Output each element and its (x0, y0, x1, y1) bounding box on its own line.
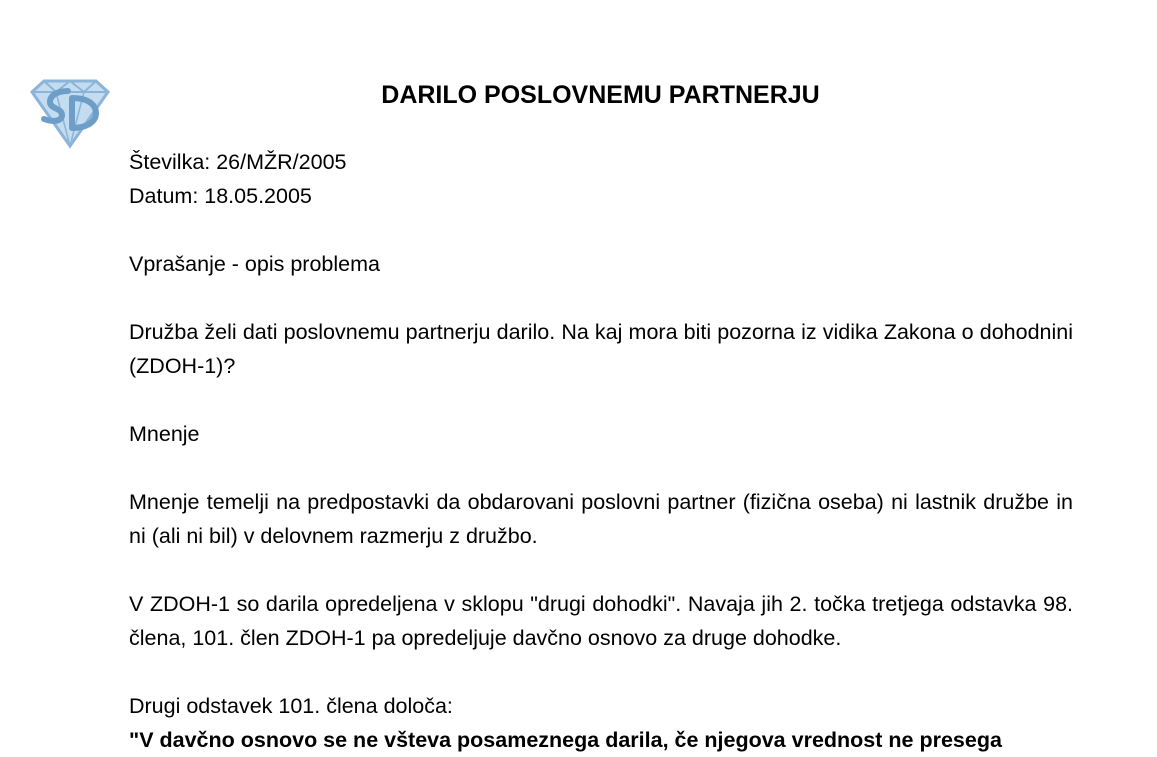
opinion-paragraph-2: V ZDOH-1 so darila opredeljena v sklopu "drugi dohodki". Navaja jih 2. točka tretjega odstavka 98. člena, 101. člen ZDOH-1 pa opredeljuje davčno osnovo za druge dohodke. (129, 592, 1073, 650)
opinion-paragraph-3-intro: Drugi odstavek 101. člena določa: (129, 694, 453, 718)
document-date: Datum: 18.05.2005 (129, 184, 312, 208)
opinion-paragraph-1: Mnenje temelji na predpostavki da obdarovani poslovni partner (fizična oseba) ni lastnik družbe in ni (ali ni bil) v delovnem razmerju z družbo. (129, 490, 1073, 548)
law-quote: "V davčno osnovo se ne všteva posameznega darila, če njegova vrednost ne presega (129, 728, 1002, 752)
spacer (129, 655, 1073, 689)
spacer (129, 383, 1073, 417)
opinion-heading: Mnenje (129, 422, 200, 446)
spacer (129, 213, 1073, 247)
question-heading: Vprašanje - opis problema (129, 252, 380, 276)
spacer (129, 281, 1073, 315)
spacer (129, 451, 1073, 485)
document-title: DARILO POSLOVNEMU PARTNERJU (381, 81, 820, 109)
document-body (129, 145, 1073, 757)
question-text: Družba želi dati poslovnemu partnerju darilo. Na kaj mora biti pozorna iz vidika Zakona o dohodnini (ZDOH-1)? (129, 320, 1073, 378)
spacer (129, 553, 1073, 587)
document-number: Številka: 26/MŽR/2005 (129, 150, 347, 174)
